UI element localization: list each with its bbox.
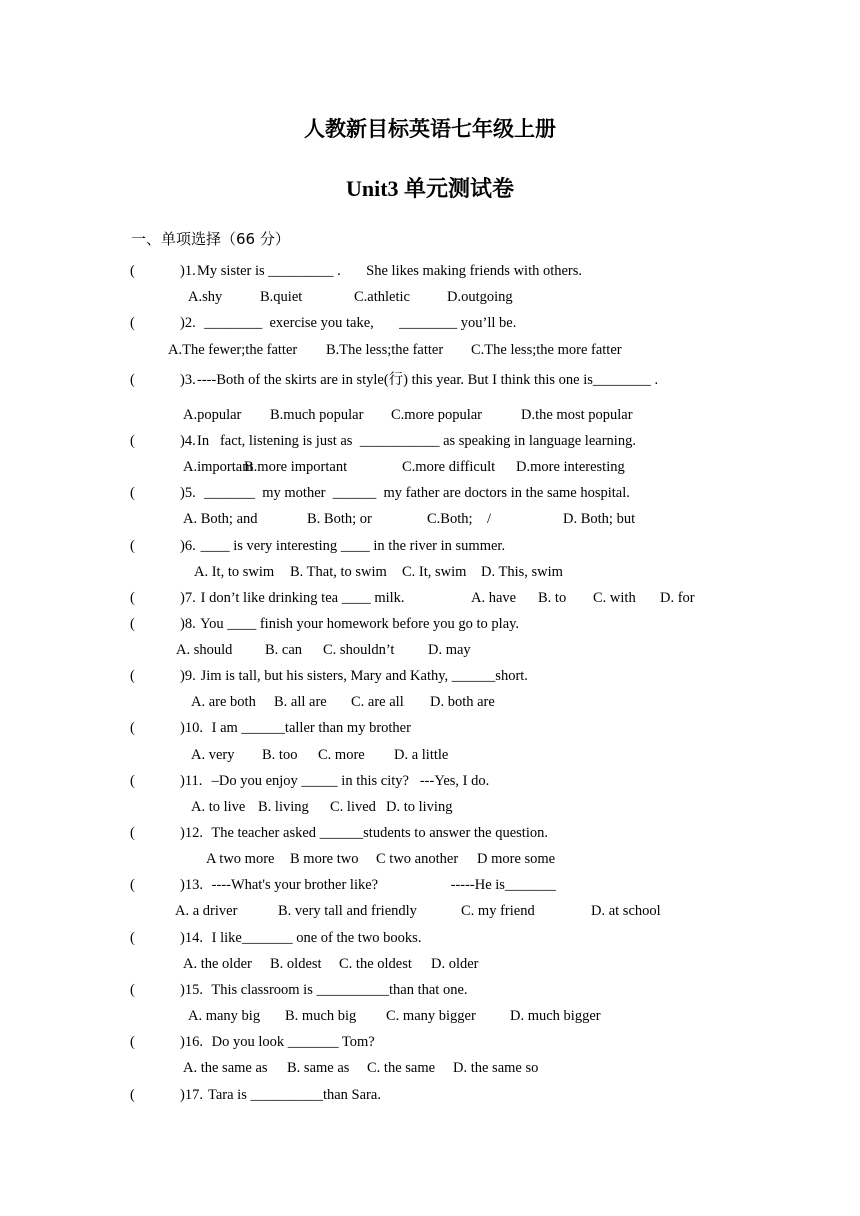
answer-option: A. are both [191,694,256,710]
answer-paren-open: ( [130,538,135,554]
question-text: _______ my mother ______ my father are doctors in the same hospital. [197,485,630,501]
answer-option: B. same as [287,1060,350,1076]
answer-option: B. oldest [270,956,322,972]
document-title: 人教新目标英语七年级上册 [304,117,556,141]
answer-option: D more some [477,851,556,867]
answer-option: C. with [593,590,636,606]
question-text: This classroom is __________than that one. [208,982,468,998]
answer-option: B more two [290,851,359,867]
question-text: ____ is very interesting ____ in the river in summer. [197,538,506,554]
answer-option: A.shy [188,289,223,305]
question-number: )4. [180,433,196,449]
question-number: )5. [180,485,196,501]
answer-option: D. may [428,642,471,658]
answer-option: D. a little [394,747,449,763]
answer-option: D. the same so [453,1060,539,1076]
answer-option: B. Both; or [307,511,372,527]
answer-option: A two more [206,851,275,867]
question-text: Tara is __________than Sara. [208,1087,381,1103]
question-text: Jim is tall, but his sisters, Mary and Kathy, ______short. [197,668,528,684]
answer-option: C. the same [367,1060,436,1076]
question-number: )8. [180,616,196,632]
answer-paren-open: ( [130,485,135,501]
answer-option: B. can [265,642,303,658]
question-text: Do you look _______ Tom? [208,1034,375,1050]
question-text: ________ exercise you take, ________ you’ll be. [197,315,517,331]
question-number: )9. [180,668,196,684]
answer-option: C.athletic [354,289,410,305]
answer-option: A.important [183,459,254,475]
question-number: )2. [180,315,196,331]
answer-option: D. This, swim [481,564,563,580]
answer-option: A. should [176,642,233,658]
answer-paren-open: ( [130,668,135,684]
answer-option: B. living [258,799,309,815]
answer-option: C. the oldest [339,956,412,972]
answer-option: B.more important [244,459,348,475]
answer-option: D. both are [430,694,495,710]
answer-option: D. at school [591,903,661,919]
question-text: I am ______taller than my brother [208,720,411,736]
question-text: ----What's your brother like? -----He is_______ [208,877,556,893]
answer-option: C.Both; / [427,511,492,527]
answer-option: A. very [191,747,235,763]
question-number: )11. [180,773,203,789]
question-number: )17. [180,1087,203,1103]
question-number: )16. [180,1034,203,1050]
question-text: –Do you enjoy _____ in this city? ---Yes, I do. [208,773,490,789]
question-text: In fact, listening is just as ___________ as speaking in language learning. [197,433,636,449]
answer-option: D. much bigger [510,1008,601,1024]
answer-option: C.The less;the more fatter [471,342,622,358]
question-number: )13. [180,877,203,893]
question-text: I don’t like drinking tea ____ milk. [197,590,405,606]
question-number: )10. [180,720,203,736]
answer-paren-open: ( [130,877,135,893]
answer-option: C. many bigger [386,1008,476,1024]
answer-option: C. It, swim [402,564,467,580]
answer-paren-open: ( [130,825,135,841]
question-text: I like_______ one of the two books. [208,930,422,946]
answer-option: A. have [471,590,517,606]
question-number: )6. [180,538,196,554]
answer-option: A. many big [188,1008,261,1024]
answer-option: D.outgoing [447,289,513,305]
answer-paren-open: ( [130,433,135,449]
answer-option: B.quiet [260,289,303,305]
answer-option: A.popular [183,407,242,423]
answer-paren-open: ( [130,372,135,388]
answer-option: A. the same as [183,1060,268,1076]
answer-option: A. a driver [175,903,238,919]
answer-paren-open: ( [130,720,135,736]
answer-option: B. very tall and friendly [278,903,417,919]
answer-option: C.more difficult [402,459,496,475]
question-text: The teacher asked ______students to answer the question. [208,825,548,841]
answer-option: B. too [262,747,298,763]
question-number: )12. [180,825,203,841]
answer-option: C. lived [330,799,376,815]
answer-option: D. older [431,956,479,972]
answer-option: D.the most popular [521,407,633,423]
answer-option: B. all are [274,694,327,710]
answer-option: B. much big [285,1008,357,1024]
answer-paren-open: ( [130,1087,135,1103]
question-number: )7. [180,590,196,606]
answer-option: A.The fewer;the fatter [168,342,298,358]
answer-option: D. for [660,590,695,606]
answer-option: B.much popular [270,407,364,423]
answer-option: B. That, to swim [290,564,387,580]
question-text: You ____ finish your homework before you go to play. [197,616,520,632]
answer-option: D.more interesting [516,459,625,475]
answer-option: D. to living [386,799,453,815]
answer-paren-open: ( [130,982,135,998]
question-text: ----Both of the skirts are in style(行) this year. But I think this one is________ . [197,372,659,388]
answer-option: C. my friend [461,903,535,919]
answer-option: B.The less;the fatter [326,342,444,358]
answer-option: C. more [318,747,365,763]
question-text: My sister is _________ . She likes making friends with others. [197,263,583,279]
answer-paren-open: ( [130,616,135,632]
question-number: )14. [180,930,203,946]
answer-paren-open: ( [130,315,135,331]
answer-paren-open: ( [130,590,135,606]
answer-paren-open: ( [130,773,135,789]
answer-option: A. to live [191,799,246,815]
answer-paren-open: ( [130,263,135,279]
answer-paren-open: ( [130,1034,135,1050]
question-number: )15. [180,982,203,998]
answer-option: A. Both; and [183,511,258,527]
answer-option: C two another [376,851,459,867]
question-number: )3. [180,372,196,388]
answer-option: C. are all [351,694,404,710]
answer-paren-open: ( [130,930,135,946]
answer-option: A. the older [183,956,252,972]
answer-option: A. It, to swim [194,564,275,580]
question-number: )1. [180,263,196,279]
answer-option: B. to [538,590,567,606]
answer-option: C.more popular [391,407,483,423]
section-heading: 一、单项选择（66 分） [131,230,290,248]
document-subtitle: Unit3 单元测试卷 [345,176,515,201]
answer-option: C. shouldn’t [323,642,395,658]
answer-option: D. Both; but [563,511,636,527]
